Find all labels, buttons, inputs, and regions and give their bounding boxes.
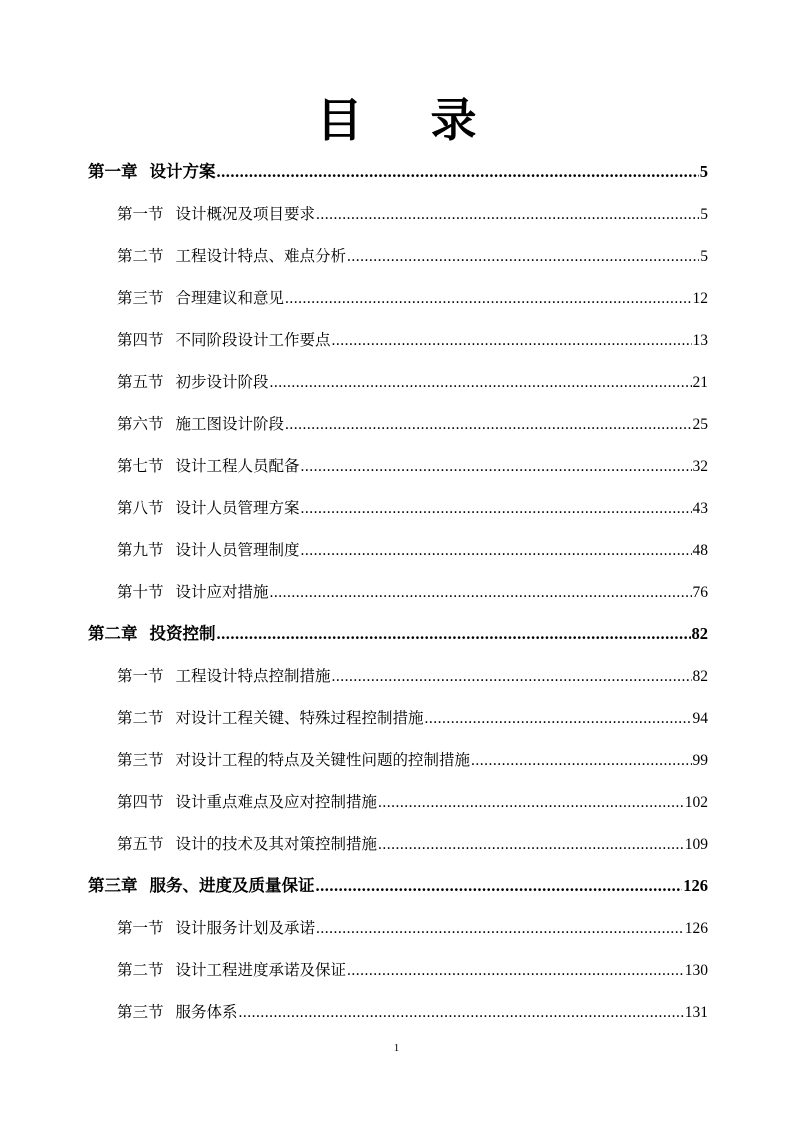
- toc-section[interactable]: [117, 536, 708, 564]
- page-number: 126: [683, 876, 708, 895]
- toc-chapter-1[interactable]: [88, 158, 708, 186]
- toc-section[interactable]: [117, 998, 708, 1026]
- section-title: 设计重点难点及应对控制措施: [175, 793, 378, 811]
- section-number: 第六节: [117, 415, 164, 433]
- toc-section[interactable]: [117, 704, 708, 732]
- section-number: 第三节: [117, 1003, 164, 1021]
- dot-leader: [347, 243, 699, 271]
- chapter-title: 服务、进度及质量保证: [149, 876, 315, 895]
- chapter-title: 设计方案: [149, 162, 216, 181]
- dot-leader: [378, 831, 684, 859]
- dot-leader: [285, 285, 691, 313]
- section-number: 第九节: [117, 541, 164, 559]
- chapter-number: 第三章: [88, 876, 138, 895]
- page-number: 43: [692, 500, 708, 517]
- page-number: 5: [699, 162, 708, 181]
- dot-leader: [471, 747, 691, 775]
- page-number: 94: [692, 710, 708, 727]
- page-number: 82: [691, 624, 708, 643]
- section-title: 对设计工程的特点及关键性问题的控制措施: [175, 751, 471, 769]
- dot-leader: [332, 327, 692, 355]
- chapter-title: 投资控制: [149, 624, 216, 643]
- toc-section[interactable]: [117, 410, 708, 438]
- page-number: 130: [684, 962, 708, 979]
- section-title: 设计的技术及其对策控制措施: [175, 835, 378, 853]
- section-title: 服务体系: [175, 1003, 238, 1021]
- dot-leader: [301, 453, 692, 481]
- section-title: 施工图设计阶段: [175, 415, 285, 433]
- page-number: 48: [692, 542, 708, 559]
- dot-leader: [301, 537, 692, 565]
- page-number: 5: [700, 206, 708, 223]
- section-title: 设计人员管理方案: [175, 499, 300, 517]
- dot-leader: [316, 872, 683, 900]
- page-number: 12: [692, 290, 708, 307]
- section-title: 对设计工程关键、特殊过程控制措施: [175, 709, 424, 727]
- section-title: 设计概况及项目要求: [175, 205, 316, 223]
- section-number: 第一节: [117, 667, 164, 685]
- dot-leader: [316, 201, 699, 229]
- section-number: 第一节: [117, 205, 164, 223]
- toc-chapter-2[interactable]: [88, 620, 708, 648]
- page-number: 102: [684, 794, 708, 811]
- section-number: 第一节: [117, 919, 164, 937]
- dot-leader: [217, 158, 699, 186]
- page-number: 99: [692, 752, 708, 769]
- dot-leader: [239, 999, 684, 1027]
- section-title: 合理建议和意见: [175, 289, 285, 307]
- dot-leader: [301, 495, 692, 523]
- toc-section[interactable]: [117, 914, 708, 942]
- dot-leader: [270, 579, 692, 607]
- dot-leader: [217, 620, 691, 648]
- toc-section[interactable]: [117, 284, 708, 312]
- toc-section[interactable]: [117, 242, 708, 270]
- section-number: 第七节: [117, 457, 164, 475]
- dot-leader: [425, 705, 692, 733]
- page-number: 131: [684, 1004, 708, 1021]
- section-title: 不同阶段设计工作要点: [175, 331, 331, 349]
- toc-section[interactable]: [117, 956, 708, 984]
- page-number: 5: [700, 248, 708, 265]
- page-number: 21: [692, 374, 708, 391]
- toc-section[interactable]: [117, 326, 708, 354]
- toc-section[interactable]: [117, 830, 708, 858]
- section-number: 第三节: [117, 289, 164, 307]
- toc-section[interactable]: [117, 662, 708, 690]
- toc-section[interactable]: [117, 200, 708, 228]
- toc-chapter-3[interactable]: [88, 872, 708, 900]
- section-number: 第四节: [117, 331, 164, 349]
- toc-section[interactable]: [117, 494, 708, 522]
- dot-leader: [270, 369, 692, 397]
- section-title: 初步设计阶段: [175, 373, 269, 391]
- section-title: 设计工程人员配备: [175, 457, 300, 475]
- dot-leader: [316, 915, 684, 943]
- page-number: 25: [692, 416, 708, 433]
- dot-leader: [285, 411, 691, 439]
- chapter-number: 第二章: [88, 624, 138, 643]
- section-number: 第二节: [117, 247, 164, 265]
- page-number: 82: [692, 668, 708, 685]
- dot-leader: [347, 957, 684, 985]
- section-number: 第三节: [117, 751, 164, 769]
- page-number: 32: [692, 458, 708, 475]
- section-title: 设计人员管理制度: [175, 541, 300, 559]
- toc-section[interactable]: [117, 368, 708, 396]
- page-number: 13: [692, 332, 708, 349]
- section-title: 设计工程进度承诺及保证: [175, 961, 347, 979]
- section-title: 设计应对措施: [175, 583, 269, 601]
- section-number: 第二节: [117, 709, 164, 727]
- toc-section[interactable]: [117, 578, 708, 606]
- section-number: 第二节: [117, 961, 164, 979]
- toc-section[interactable]: [117, 452, 708, 480]
- section-number: 第十节: [117, 583, 164, 601]
- page-number: 126: [684, 920, 708, 937]
- section-number: 第五节: [117, 373, 164, 391]
- dot-leader: [332, 663, 692, 691]
- section-title: 工程设计特点、难点分析: [175, 247, 347, 265]
- section-number: 第四节: [117, 793, 164, 811]
- page-title: 目 录: [316, 93, 503, 147]
- section-title: 工程设计特点控制措施: [175, 667, 331, 685]
- page-number: 76: [692, 584, 708, 601]
- chapter-number: 第一章: [88, 162, 138, 181]
- dot-leader: [378, 789, 684, 817]
- section-number: 第八节: [117, 499, 164, 517]
- footer-page-number: 1: [393, 1042, 400, 1054]
- toc-section[interactable]: [117, 746, 708, 774]
- section-title: 设计服务计划及承诺: [175, 919, 316, 937]
- toc-section[interactable]: [117, 788, 708, 816]
- section-number: 第五节: [117, 835, 164, 853]
- page-number: 109: [684, 836, 708, 853]
